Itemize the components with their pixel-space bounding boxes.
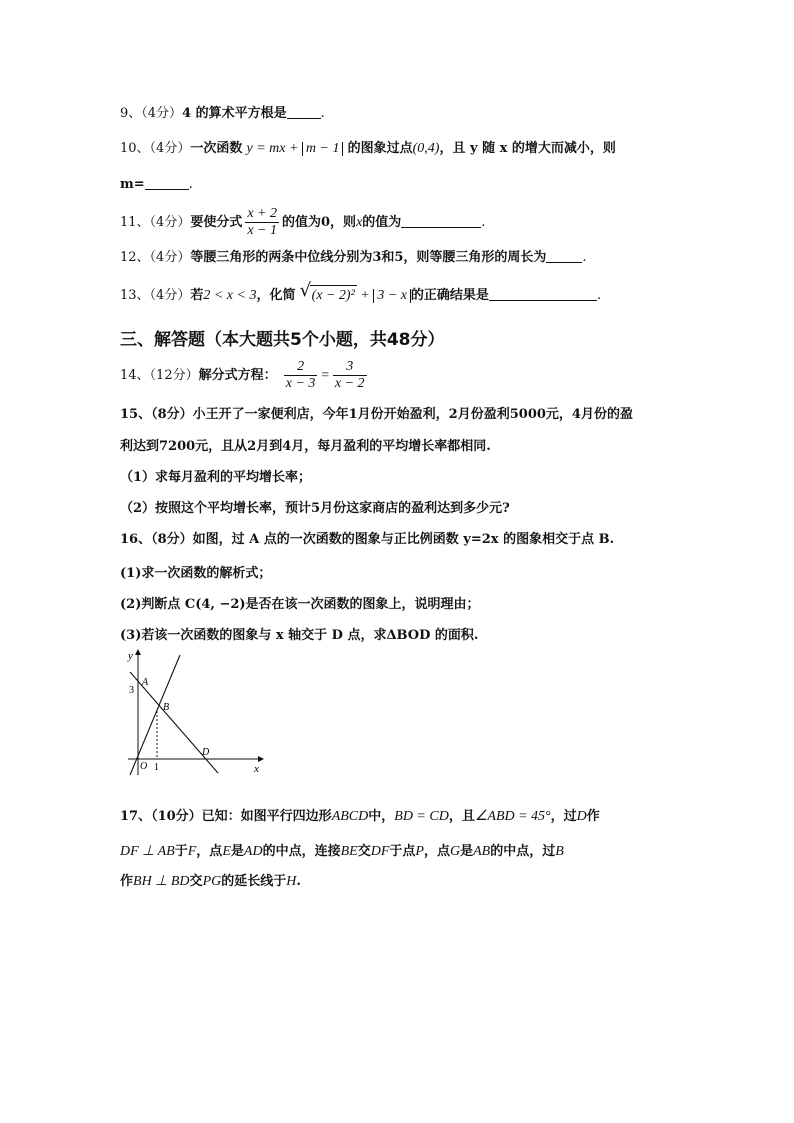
q17-bh-bd: BH ⊥ BD — [133, 874, 190, 889]
q14-den1: x − 3 — [285, 376, 316, 391]
q14-fraction-right — [333, 359, 367, 392]
question-11 — [120, 206, 485, 240]
q11-fraction — [245, 206, 279, 239]
q9-prefix: 9、（4分） — [120, 106, 183, 121]
q17-t2: ，且 — [448, 809, 475, 824]
q17-pg: PG — [202, 874, 222, 889]
q17-e: E — [222, 844, 231, 859]
question-10-line2 — [120, 175, 193, 195]
q13-sqrt — [299, 280, 357, 306]
q17-l2i: 是 — [460, 844, 474, 859]
q12-blank — [546, 248, 582, 263]
q10-point: (0,4) — [412, 141, 440, 156]
q17-t1: 中， — [368, 809, 395, 824]
question-14 — [120, 358, 370, 394]
q10-formula: y = mx + — [246, 141, 302, 156]
q9-blank — [287, 104, 321, 119]
q17-l3b: 交 — [189, 874, 203, 889]
sqrt-icon: √ — [299, 280, 312, 301]
tick-1: 1 — [154, 762, 159, 773]
q17-ad: AD — [243, 844, 263, 859]
q10-text1: 一次函数 — [190, 141, 243, 156]
q10-prefix: 10、（4分） — [120, 141, 191, 156]
q17-df-ab: DF ⊥ AB — [120, 844, 175, 859]
q17-l2d: 是 — [230, 844, 244, 859]
q17-l2g: 于点 — [389, 844, 416, 859]
q17-l3d: . — [296, 874, 301, 889]
q17-d: D — [576, 809, 587, 824]
q10-text2: 的图象过点 — [347, 141, 413, 156]
q10-end: . — [188, 177, 193, 192]
q13-text1: 若 — [190, 288, 204, 303]
q17-p: P — [415, 844, 424, 859]
q17-b: B — [555, 844, 564, 859]
q17-l3c: 的延长线于 — [221, 874, 287, 889]
q15-line2: 利达到7200元，且从2月到4月，每月盈利的平均增长率都相同. — [120, 439, 491, 454]
q12-prefix: 12、（4分） — [120, 250, 191, 265]
q16-sub2: (2)判断点 C(4, −2)是否在该一次函数的图象上，说明理由； — [120, 597, 480, 612]
q15-line1: 15、（8分）小王开了一家便利店，今年1月份开始盈利，2月份盈利5000元，4月份的盈 — [120, 407, 633, 422]
tick-3: 3 — [129, 685, 134, 696]
q17-ab: AB — [473, 844, 491, 859]
q17-angle: ∠ABD = 45° — [474, 809, 551, 824]
q13-cond: 2 < x < 3 — [203, 288, 257, 303]
q16-line1: 16、（8分）如图，过 A 点的一次函数的图象与正比例函数 y=2x 的图象相交于点 B. — [120, 532, 615, 547]
q14-num1: 2 — [284, 359, 318, 376]
q12-end: . — [582, 250, 587, 265]
q16-sub1: (1)求一次函数的解析式； — [120, 566, 272, 581]
q13-plus: + — [356, 288, 374, 303]
q11-text2: 的值为0，则 — [282, 215, 357, 230]
q17-h: H — [286, 874, 297, 889]
q17-line3 — [120, 872, 301, 892]
question-10 — [120, 139, 616, 159]
q17-l2h: ，点 — [423, 844, 450, 859]
q13-abs: 3 − x — [373, 289, 411, 303]
q13-text3: 的正确结果是 — [410, 288, 489, 303]
q15-sub1: （1）求每月盈利的平均增长率； — [120, 470, 312, 485]
q13-prefix: 13、（4分） — [120, 288, 191, 303]
q17-prefix: 17、（10分）已知：如图平行四边形 — [120, 809, 332, 824]
q11-prefix: 11、（4分） — [120, 215, 191, 230]
q9-text: 4 的算术平方根是 — [182, 106, 287, 121]
q17-l2e: 的中点，连接 — [262, 844, 341, 859]
question-9 — [120, 104, 325, 124]
q11-end: . — [481, 215, 486, 230]
q14-num2: 3 — [333, 359, 367, 376]
function-graph — [118, 645, 268, 780]
q17-l3a: 作 — [120, 874, 134, 889]
q17-t4: 作 — [586, 809, 600, 824]
q17-g: G — [449, 844, 461, 859]
q13-sqrt-inner: (x − 2)² — [310, 285, 357, 306]
q14-den2: x − 2 — [334, 376, 365, 391]
y-label: y — [128, 650, 133, 662]
section-3-heading: 三、解答题（本大题共5个小题，共48分） — [120, 330, 445, 350]
q13-text2: ，化简 — [256, 288, 296, 303]
q10-blank — [145, 175, 189, 190]
q14-fraction-left — [284, 359, 318, 392]
q11-text1: 要使分式 — [190, 215, 243, 230]
origin-label: O — [140, 761, 148, 772]
q17-l2b: 于 — [174, 844, 188, 859]
point-b-label: B — [163, 702, 170, 713]
q17-t3: ，过 — [550, 809, 577, 824]
q15-sub2: （2）按照这个平均增长率，预计5月份这家商店的盈利达到多少元? — [120, 501, 510, 516]
q17-line2 — [120, 842, 564, 862]
point-d-label: D — [202, 747, 210, 758]
q10-line2: m= — [120, 177, 145, 192]
q17-df: DF — [370, 844, 390, 859]
q17-l2j: 的中点，过 — [490, 844, 556, 859]
q13-end: . — [596, 288, 602, 303]
q16-sub3: (3)若该一次函数的图象与 x 轴交于 D 点，求ΔBOD 的面积. — [120, 628, 479, 643]
question-12 — [120, 248, 587, 268]
q17-be: BE — [340, 844, 358, 859]
q11-text3: 的值为 — [362, 215, 402, 230]
q17-abcd: ABCD — [331, 809, 369, 824]
q10-text3: ，且 y 随 x 的增大而减小，则 — [439, 141, 616, 156]
q9-end: . — [320, 106, 325, 121]
point-a-label: A — [142, 677, 149, 688]
q11-var: x — [356, 215, 363, 230]
q14-prefix: 14、（12分） — [120, 368, 199, 383]
q17-l2f: 交 — [357, 844, 371, 859]
q14-text: 解分式方程： — [198, 368, 277, 383]
q17-l2c: ，点 — [196, 844, 223, 859]
q14-eq: = — [320, 368, 330, 383]
q10-abs: m − 1 — [302, 142, 344, 156]
q17-f: F — [187, 844, 197, 859]
x-label: x — [254, 763, 259, 775]
q17-bd-cd: BD = CD — [394, 809, 449, 824]
q12-text: 等腰三角形的两条中位线分别为3和5，则等腰三角形的周长为 — [190, 250, 547, 265]
q11-blank — [401, 213, 481, 228]
question-13 — [120, 280, 602, 306]
q17-line1 — [120, 807, 600, 827]
q11-den: x − 1 — [247, 223, 278, 238]
q11-num: x + 2 — [247, 206, 278, 221]
q13-blank — [489, 286, 597, 301]
